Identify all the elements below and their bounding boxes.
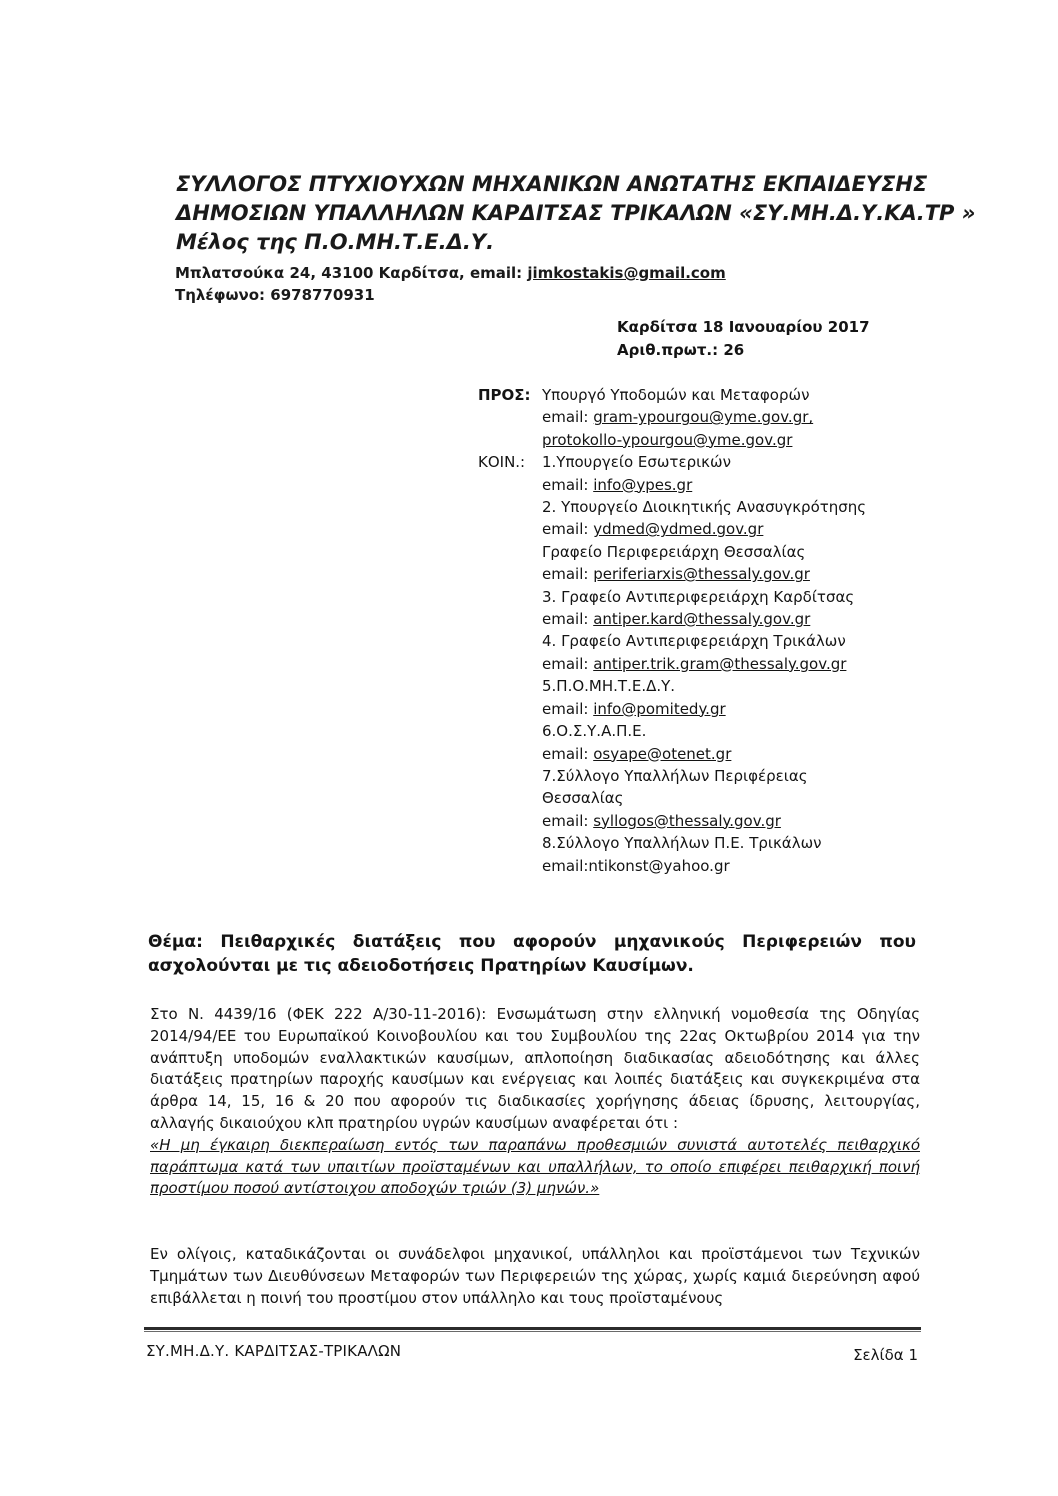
- letter-date: Καρδίτσα 18 Ιανουαρίου 2017: [617, 318, 870, 336]
- email-prefix: email:: [542, 744, 594, 763]
- org-email-link[interactable]: jimkostakis@gmail.com: [527, 264, 726, 282]
- law-reference-text: Στο Ν. 4439/16 (ΦΕΚ 222 Α/30-11-2016): Ενσωμάτωση στην ελληνική νομοθεσία της Οδηγίας 2014/94/ΕΕ του Ευρωπαϊκού Κοινοβουλίου και του Συμβουλίου της 22ας Οκτωβρίου 2014 για την ανάπτυξη υποδομών εναλλακτικών καυσίμων, απλοποίηση διαδικασίας αδειοδότησης και άλλες διατάξεις πρατηρίων παροχής καυσίμων και ενέργειας και λοιπές διατάξεις και συγκεκριμένα στα άρθρα 14, 15, 16 & 20 που αφορούν τις διαδικασίες χορήγησης άδειας ίδρυσης, λειτουργίας, αλλαγής δικαιούχου κλπ πρατηρίου υγρών καυσίμων αναφέρεται ότι :: [150, 1005, 920, 1132]
- organization-header: [176, 170, 976, 257]
- footer-divider: [144, 1327, 921, 1330]
- cc-label: ΚΟΙΝ.:: [478, 453, 526, 472]
- cc-email-line: [542, 810, 978, 832]
- to-email-link-2[interactable]: protokollo-ypourgou@yme.gov.gr: [542, 430, 793, 449]
- cc-name: 4. Γραφείο Αντιπεριφερειάρχη Τρικάλων: [542, 632, 846, 651]
- cc-email-line: [542, 518, 978, 540]
- cc-email-line: [542, 653, 978, 675]
- cc-email-plain: email:ntikonst@yahoo.gr: [542, 856, 730, 875]
- cc-email-link[interactable]: antiper.trik.gram@thessaly.gov.gr: [593, 654, 847, 673]
- cc-name: 1.Υπουργείο Εσωτερικών: [542, 453, 731, 472]
- to-items: [542, 384, 978, 451]
- body-paragraph-summary: Εν ολίγοις, καταδικάζονται οι συνάδελφοι μηχανικοί, υπάλληλοι και προϊστάμενοι των Τεχνικών Τμημάτων των Διευθύνσεων Μεταφορών των Περιφερειών της χώρας, χωρίς καμιά διερεύνηση αφού επιβάλλεται η ποινή του προστίμου στον υπάλληλο και τους προϊσταμένους: [150, 1245, 920, 1307]
- to-email-link[interactable]: gram-ypourgou@yme.gov.gr,: [593, 408, 814, 427]
- cc-email-link[interactable]: info@pomitedy.gr: [593, 699, 726, 718]
- page-number: Σελίδα 1: [853, 1346, 918, 1364]
- law-quote: «Η μη έγκαιρη διεκπεραίωση εντός των παραπάνω προθεσμιών συνιστά αυτοτελές πειθαρχικό παράπτωμα κατά των υπαιτίων προϊσταμένων και υπαλλήλων, το οποίο επιφέρει πειθαρχική ποινή προστίμου ποσού αντίστοιχου αποδοχών τριών (3) μηνών.»: [150, 1135, 920, 1198]
- email-prefix: email:: [542, 811, 594, 830]
- email-prefix: email:: [542, 610, 594, 629]
- footer-divider-thin: [144, 1331, 921, 1332]
- cc-email-link[interactable]: ydmed@ydmed.gov.gr: [593, 520, 764, 539]
- cc-name: 7.Σύλλογο Υπαλλήλων Περιφέρειας: [542, 766, 808, 785]
- cc-name: Γραφείο Περιφερειάρχη Θεσσαλίας: [542, 542, 806, 561]
- cc-email-link[interactable]: osyape@otenet.gr: [593, 744, 732, 763]
- cc-name: 6.Ο.Σ.Υ.Α.Π.Ε.: [542, 722, 647, 741]
- cc-email-line: [542, 563, 978, 585]
- email-prefix: email:: [542, 565, 594, 584]
- cc-email-line: [542, 474, 978, 496]
- org-membership: Μέλος της Π.Ο.ΜΗ.Τ.Ε.Δ.Υ.: [176, 230, 495, 254]
- subject-block: [148, 930, 916, 978]
- cc-email-link[interactable]: syllogos@thessaly.gov.gr: [593, 811, 781, 830]
- cc-name: 2. Υπουργείο Διοικητικής Ανασυγκρότησης: [542, 498, 867, 517]
- to-email-line: [542, 406, 978, 428]
- address-line: [175, 262, 935, 284]
- cc-email-line: [542, 608, 978, 630]
- phone-line: Τηλέφωνο: 6978770931: [175, 286, 375, 304]
- org-name-line2: ΔΗΜΟΣΙΩΝ ΥΠΑΛΛΗΛΩΝ ΚΑΡΔΙΤΣΑΣ ΤΡΙΚΑΛΩΝ «ΣΥ.ΜΗ.Δ.Υ.ΚΑ.ΤΡ »: [176, 201, 976, 225]
- cc-email-line: [542, 743, 978, 765]
- to-label: ΠΡΟΣ:: [478, 386, 531, 404]
- org-name-line1: ΣΥΛΛΟΓΟΣ ΠΤΥΧΙΟΥΧΩΝ ΜΗΧΑΝΙΚΩΝ ΑΝΩΤΑΤΗΣ ΕΚΠΑΙΔΕΥΣΗΣ: [176, 172, 928, 196]
- cc-name: 5.Π.Ο.ΜΗ.Τ.Ε.Δ.Υ.: [542, 677, 676, 696]
- cc-name-continued: Θεσσαλίας: [542, 789, 624, 808]
- email-prefix: email:: [542, 699, 594, 718]
- subject-line1: Θέμα: Πειθαρχικές διατάξεις που αφορούν μηχανικούς Περιφερειών που: [148, 932, 916, 952]
- email-prefix: email:: [542, 475, 594, 494]
- footer-organization: ΣΥ.ΜΗ.Δ.Υ. ΚΑΡΔΙΤΣΑΣ-ΤΡΙΚΑΛΩΝ: [146, 1342, 402, 1360]
- email-prefix: email:: [542, 654, 594, 673]
- cc-row: [478, 451, 978, 877]
- email-prefix: email:: [542, 520, 594, 539]
- cc-items: [542, 451, 978, 877]
- cc-email-link[interactable]: info@ypes.gr: [593, 475, 693, 494]
- to-row: [478, 384, 978, 451]
- email-prefix: email:: [542, 408, 594, 427]
- address-text: Μπλατσούκα 24, 43100 Καρδίτσα, email:: [175, 264, 528, 282]
- cc-email-line: [542, 698, 978, 720]
- body-paragraph-law: [150, 1004, 920, 1200]
- cc-name: 3. Γραφείο Αντιπεριφερειάρχη Καρδίτσας: [542, 587, 855, 606]
- cc-name: 8.Σύλλογο Υπαλλήλων Π.Ε. Τρικάλων: [542, 834, 822, 853]
- recipients-block: [478, 384, 978, 877]
- contact-info: [175, 262, 935, 306]
- subject-line2: ασχολούνται με τις αδειοδοτήσεις Πρατηρίων Καυσίμων.: [148, 956, 694, 976]
- cc-email-link[interactable]: antiper.kard@thessaly.gov.gr: [593, 610, 811, 629]
- protocol-number: Αριθ.πρωτ.: 26: [617, 341, 745, 359]
- date-block: [617, 316, 917, 362]
- to-recipient-name: Υπουργό Υποδομών και Μεταφορών: [542, 386, 810, 404]
- cc-email-link[interactable]: periferiarxis@thessaly.gov.gr: [593, 565, 810, 584]
